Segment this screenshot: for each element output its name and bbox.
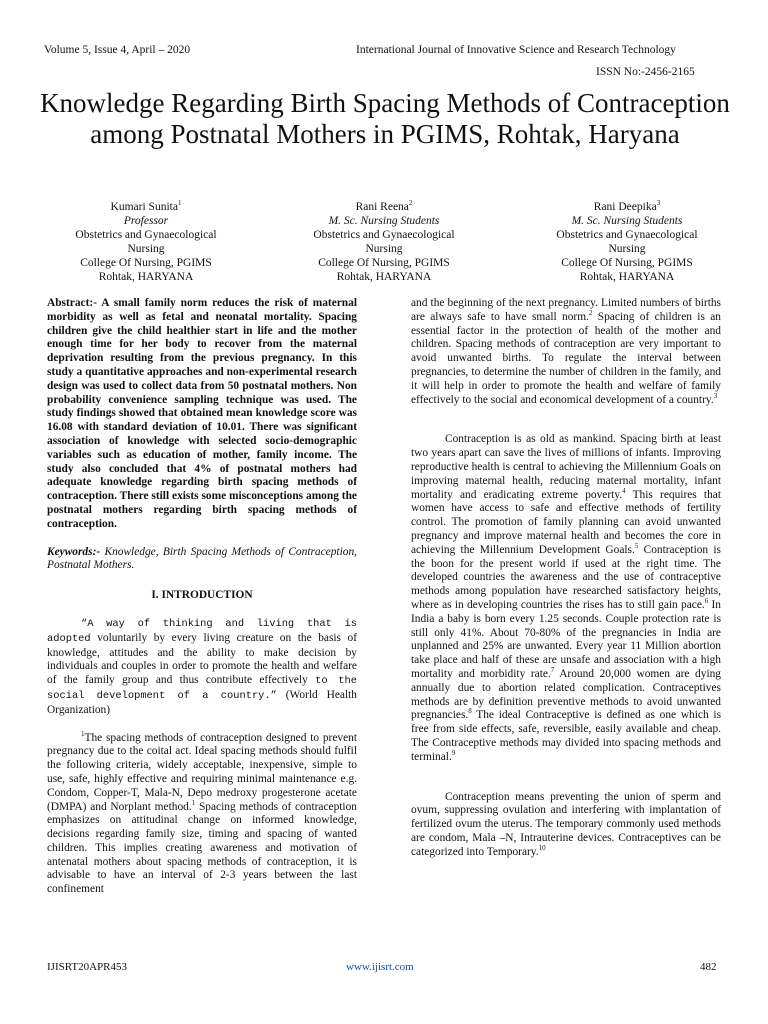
paper-title: Knowledge Regarding Birth Spacing Methods of Contraception among Postnatal Mothers in PGIMS, Rohtak, Haryana (40, 88, 730, 149)
citation: 7 (550, 666, 555, 675)
citation: 8 (468, 707, 472, 716)
paragraph-text: The ideal Contraceptive is defined as one which is free from side effects, safe, reversible, easily available and cheap. The Contraceptive methods may divided into spacing methods and terminal. (411, 709, 721, 763)
abstract: Abstract:- A small family norm reduces the risk of maternal morbidity as well as fetal and neonatal mortality. Spacing children give the child healthier start in life and the mother enough time for her body to recover from the maternal deprivation resulting from the previous pregnancy. In this study a quantitative approaches and non-experimental research design was used to collect data from 50 postnatal mothers. Non probability convenience sampling technique was used. The study findings showed that obtained mean knowledge score was 16.08 with standard deviation of 10.01. There was significant association of knowledge with selected socio-demographic variables such as education of mother, family income. The study also concluded that 4% of postnatal mothers had adequate knowledge regarding birth spacing methods of contraception. There still exists some misconceptions among the postnatal mothers regarding birth spacing methods of contraception. (47, 297, 357, 530)
section-heading: I. INTRODUCTION (151, 589, 253, 602)
author-block (527, 200, 727, 284)
author-role: Professor (123, 215, 169, 227)
keywords-label: Keywords:- (47, 545, 101, 558)
right-column (411, 297, 721, 859)
author-dept-cont: Nursing (365, 243, 403, 255)
paragraph-text: This requires that women have access to safe and effective methods of fertility control. The promotion of family planning can avoid unwanted pregnancy and improve maternal health and becomes the core in achieving the Millennium Development Goals. (411, 488, 721, 556)
author-dept: Obstetrics and Gynaecological (313, 229, 455, 241)
paragraph-text: Spacing of children is an essential factor in the protection of health of the mother and children. Spacing methods of contraception are very important to avoid unwanted births. To regulate the interval between pregnancies, to determine the number of children in the family, and it will help in order to promote the health and welfare of family effectively to the social and economical development of a country. (411, 310, 722, 406)
author-affil-sup: 3 (656, 199, 661, 208)
author-dept: Obstetrics and Gynaecological (75, 229, 217, 241)
author-name: Rani Reena (355, 201, 409, 213)
issn: ISSN No:-2456-2165 (596, 66, 695, 78)
author-block (284, 200, 484, 284)
quote-end: to the social development of a country.” (47, 675, 357, 702)
author-role: M. Sc. Nursing Students (571, 215, 683, 227)
citation: 3 (713, 391, 718, 400)
paragraph-text: In India a baby is born every 1.25 seconds. Couple protection rate is still only 41%. About 70-80% of the pregnancies in India are unplanned and 25% are unwanted. Every year 11 Million abortion take place and half of these are unsafe and association with a high mortality and morbidity rate. (411, 598, 721, 680)
citation: 2 (588, 309, 593, 317)
author-name: Rani Deepika (593, 201, 657, 213)
author-college: College Of Nursing, PGIMS (561, 257, 693, 269)
journal-name: International Journal of Innovative Science and Research Technology (356, 44, 676, 56)
author-affil-sup: 2 (408, 199, 413, 208)
left-column (47, 297, 357, 897)
author-college: College Of Nursing, PGIMS (318, 257, 450, 269)
quote-body: voluntarily by every living creature on the basis of knowledge, attitudes and the ability to make decision by individuals and couples in order to promote the health and welfare of the family group and thus contribute effectively (47, 631, 357, 687)
author-affil-sup: 1 (177, 199, 182, 208)
citation: 5 (634, 541, 639, 550)
paragraph (411, 297, 721, 407)
citation: 6 (704, 597, 709, 606)
author-city: Rohtak, HARYANA (98, 271, 194, 283)
keywords-text: Knowledge, Birth Spacing Methods of Contraception, Postnatal Mothers. (47, 545, 357, 572)
author-name: Kumari Sunita (110, 201, 178, 213)
paragraph-text: Around 20,000 women are dying annually due to abortion related complication. Contraceptives methods are by definition preventive methods to avoid unwanted pregnancies. (411, 667, 721, 722)
citation: 10 (538, 843, 546, 852)
paragraph-text: Contraception is the boon for the present world if used at the right time. The developed countries the awareness and the use of contraceptive methods among population have researched satisfactory heights, where as in developing countries the rises has to still gain pace. (411, 543, 721, 611)
author-block (46, 200, 246, 284)
paragraph-text: Contraception means preventing the union of sperm and ovum, suppressing ovulation and interfering with implantation of fertilized ovum the uterus. The temporary commonly used methods are condom, Mala –N, Intrauterine devices. Contraceptives can be categorized into Temporary. (411, 790, 721, 858)
author-dept: Obstetrics and Gynaecological (556, 229, 698, 241)
keywords (47, 546, 357, 574)
page-number: 482 (700, 961, 717, 973)
journal-url-link[interactable]: www.ijisrt.com (346, 961, 414, 973)
author-college: College Of Nursing, PGIMS (80, 257, 212, 269)
author-city: Rohtak, HARYANA (336, 271, 432, 283)
paragraph-text: and the beginning of the next pregnancy. Limited numbers of births are always safe to have small norm. (411, 297, 721, 323)
paragraph-text: The spacing methods of contraception designed to prevent pregnancy due to the coital act. Ideal spacing methods should fulfil the following criteria, widely acceptable, inexpensive, simple to use, safe, highly effective and requiring minimal maintenance e.g. Condom, Copper-T, Mala-N, Depo medroxy progesterone acetate (DMPA) and Norplant method. (47, 731, 357, 813)
citation: 9 (451, 748, 456, 757)
paragraph (411, 791, 721, 860)
author-role: M. Sc. Nursing Students (328, 215, 440, 227)
citation: 1 (191, 798, 196, 807)
author-dept-cont: Nursing (608, 243, 646, 255)
author-dept-cont: Nursing (127, 243, 165, 255)
citation: 4 (622, 486, 626, 495)
paragraph-text: Spacing methods of contraception emphasizes on attitudinal change on informed knowledge, decisions regarding family size, timing and spacing of wanted children. This implies creating awareness and motivation of antenatal mothers about spacing methods of contraception, it is advisable to have an interval of 2-3 years between the last confinement (47, 800, 357, 896)
citation: 1 (81, 729, 85, 738)
intro-paragraph (47, 729, 357, 898)
quote-start: “A way of thinking and living that is adopted (47, 617, 357, 645)
author-city: Rohtak, HARYANA (579, 271, 675, 283)
volume-info: Volume 5, Issue 4, April – 2020 (44, 44, 191, 56)
paragraph-text: Contraception is as old as mankind. Spacing birth at least two years apart can save the lives of millions of infants. Improving reproductive health is central to achieving the Millennium Goals on improving maternal health, reducing maternal mortality, infant mortality and eradicating extreme poverty. (411, 433, 721, 501)
paper-id: IJISRT20APR453 (47, 961, 128, 973)
quote-source: (World Health Organization) (47, 688, 357, 716)
paragraph (411, 433, 721, 764)
intro-quote (47, 617, 357, 718)
